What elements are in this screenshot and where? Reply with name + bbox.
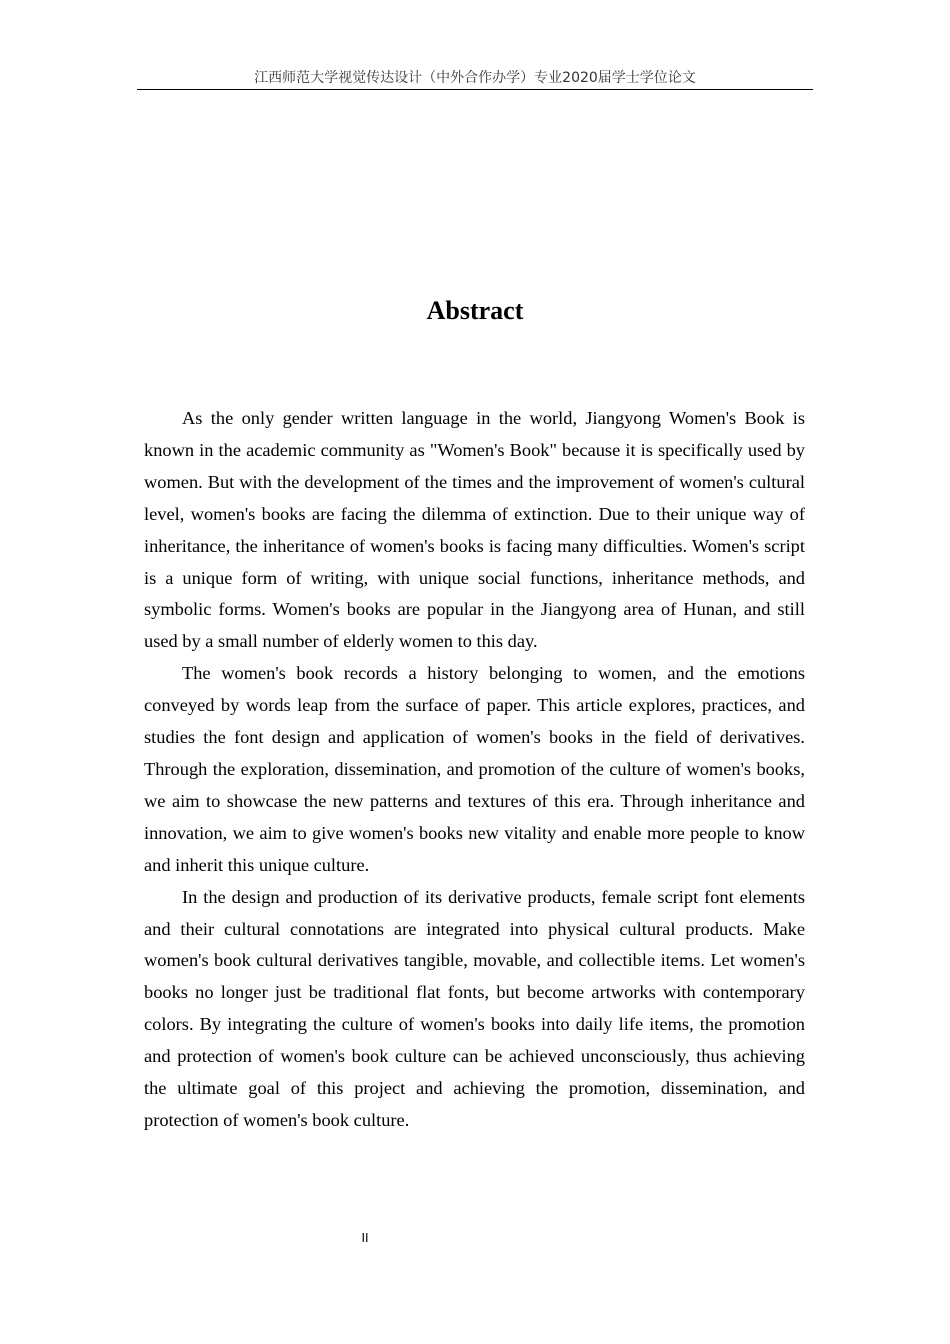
abstract-body: [144, 403, 805, 1137]
page-number: II: [361, 1231, 369, 1245]
header-rule: [137, 89, 813, 90]
abstract-paragraph-3: In the design and production of its derivative products, female script font elements and their cultural connotations are integrated into physical cultural products. Make women's book cultural derivatives tangible, movable, and collectible items. Let women's books no longer just be traditional flat fonts, but become artworks with contemporary colors. By integrating the culture of women's books into daily life items, the promotion and protection of women's book culture can be achieved unconsciously, thus achieving the ultimate goal of this project and achieving the promotion, dissemination, and protection of women's book culture.: [144, 886, 805, 1130]
abstract-title: Abstract: [426, 296, 524, 325]
abstract-paragraph-1: As the only gender written language in the world, Jiangyong Women's Book is known in the academic community as "Women's Book" because it is specifically used by women. But with the development of the times and the improvement of women's cultural level, women's books are facing the dilemma of extinction. Due to their unique way of inheritance, the inheritance of women's books is facing many difficulties. Women's script is a unique form of writing, with unique social functions, inheritance methods, and symbolic forms. Women's books are popular in the Jiangyong area of Hunan, and still used by a small number of elderly women to this day.: [144, 408, 805, 652]
running-header: 江西师范大学视觉传达设计（中外合作办学）专业2020届学士学位论文: [254, 70, 696, 86]
abstract-paragraph-2: The women's book records a history belonging to women, and the emotions conveyed by words leap from the surface of paper. This article explores, practices, and studies the font design and application of women's books in the field of derivatives. Through the exploration, dissemination, and promotion of the culture of women's books, we aim to showcase the new patterns and textures of this era. Through inheritance and innovation, we aim to give women's books new vitality and enable more people to know and inherit this unique culture.: [144, 663, 805, 875]
